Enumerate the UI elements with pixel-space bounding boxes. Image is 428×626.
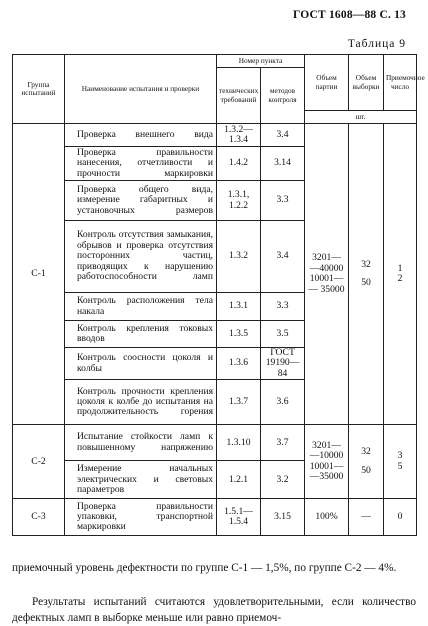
row-method: 3.14 bbox=[261, 147, 305, 181]
row-name: Контроль прочности крепления цоколя к колбе до испытания на продолжительность горения bbox=[65, 380, 217, 425]
row-tech: 1.3.6 bbox=[217, 348, 261, 380]
paragraph-1: приемочный уровень дефектности по группе С-1 — 1,5%, по группе С-2 — 4%. bbox=[12, 562, 397, 574]
group-c3: С-3 bbox=[13, 499, 65, 536]
row-name: Проверка внешнего вида bbox=[65, 124, 217, 147]
row-name: Контроль отсутствия замыкания, обрывов и проверка отсутствия посторонних частиц, приводящих к нарушению работоспособности ламп bbox=[65, 221, 217, 293]
header-accept: Приемочное число bbox=[384, 55, 417, 111]
header-unit: шт. bbox=[305, 111, 417, 124]
row-name: Испытание стойкости ламп к повышенному напряжению bbox=[65, 425, 217, 461]
row-name: Контроль соосности цоколя и колбы bbox=[65, 348, 217, 380]
batch-c3: 100% bbox=[305, 499, 349, 536]
table-caption: Таблица 9 bbox=[347, 38, 406, 50]
test-table bbox=[12, 54, 425, 536]
accept-c1: 1 2 bbox=[384, 124, 417, 425]
row-tech: 1.5.1—1.5.4 bbox=[217, 499, 261, 536]
row-method: 3.4 bbox=[261, 124, 305, 147]
header-sample: Объем выборки bbox=[349, 55, 384, 111]
row-method: 3.7 bbox=[261, 425, 305, 461]
row-method: ГОСТ 19190—84 bbox=[261, 348, 305, 380]
row-tech: 1.3.1 bbox=[217, 293, 261, 321]
page-header: ГОСТ 1608—88 С. 13 bbox=[293, 9, 406, 21]
batch-c2: 3201— —10000 10001— —35000 bbox=[305, 425, 349, 499]
header-tech: технических требований bbox=[217, 68, 261, 124]
header-method: методов контроля bbox=[261, 68, 305, 124]
accept-c3: 0 bbox=[384, 499, 417, 536]
row-method: 3.3 bbox=[261, 293, 305, 321]
sample-c1: 32 50 bbox=[349, 124, 384, 425]
row-method: 3.5 bbox=[261, 321, 305, 348]
row-method: 3.6 bbox=[261, 380, 305, 425]
row-method: 3.15 bbox=[261, 499, 305, 536]
row-method: 3.2 bbox=[261, 461, 305, 499]
paragraph-2: Результаты испытаний считаются удовлетворительными, если количество дефектных ламп в выборке меньше или равно приемоч- bbox=[12, 596, 416, 624]
row-tech: 1.3.10 bbox=[217, 425, 261, 461]
row-tech: 1.3.2 bbox=[217, 221, 261, 293]
row-method: 3.3 bbox=[261, 181, 305, 221]
row-name: Проверка общего вида, измерение габаритных и установочных размеров bbox=[65, 181, 217, 221]
row-tech: 1.2.1 bbox=[217, 461, 261, 499]
row-name: Контроль расположения тела накала bbox=[65, 293, 217, 321]
row-tech: 1.3.2—1.3.4 bbox=[217, 124, 261, 147]
row-name: Проверка правильности нанесения, отчетливости и прочности маркировки bbox=[65, 147, 217, 181]
sample-c2: 32 50 bbox=[349, 425, 384, 499]
row-name: Измерение начальных электрических и световых параметров bbox=[65, 461, 217, 499]
header-group: Группа испытаний bbox=[13, 55, 65, 124]
header-batch: Объем партии bbox=[305, 55, 349, 111]
row-tech: 1.3.7 bbox=[217, 380, 261, 425]
row-name: Проверка правильности упаковки, транспортной маркировки bbox=[65, 499, 217, 536]
header-point: Номер пункта bbox=[217, 55, 305, 68]
group-c1: С-1 bbox=[13, 124, 65, 425]
row-tech: 1.3.1, 1.2.2 bbox=[217, 181, 261, 221]
accept-c2: 3 5 bbox=[384, 425, 417, 499]
row-name: Контроль крепления токовых вводов bbox=[65, 321, 217, 348]
row-tech: 1.3.5 bbox=[217, 321, 261, 348]
row-tech: 1.4.2 bbox=[217, 147, 261, 181]
batch-c1: 3201— —40000 10001— — 35000 bbox=[305, 124, 349, 425]
row-method: 3.4 bbox=[261, 221, 305, 293]
header-name: Наименование испытания и проверки bbox=[65, 55, 217, 124]
sample-c3: — bbox=[349, 499, 384, 536]
group-c2: С-2 bbox=[13, 425, 65, 499]
